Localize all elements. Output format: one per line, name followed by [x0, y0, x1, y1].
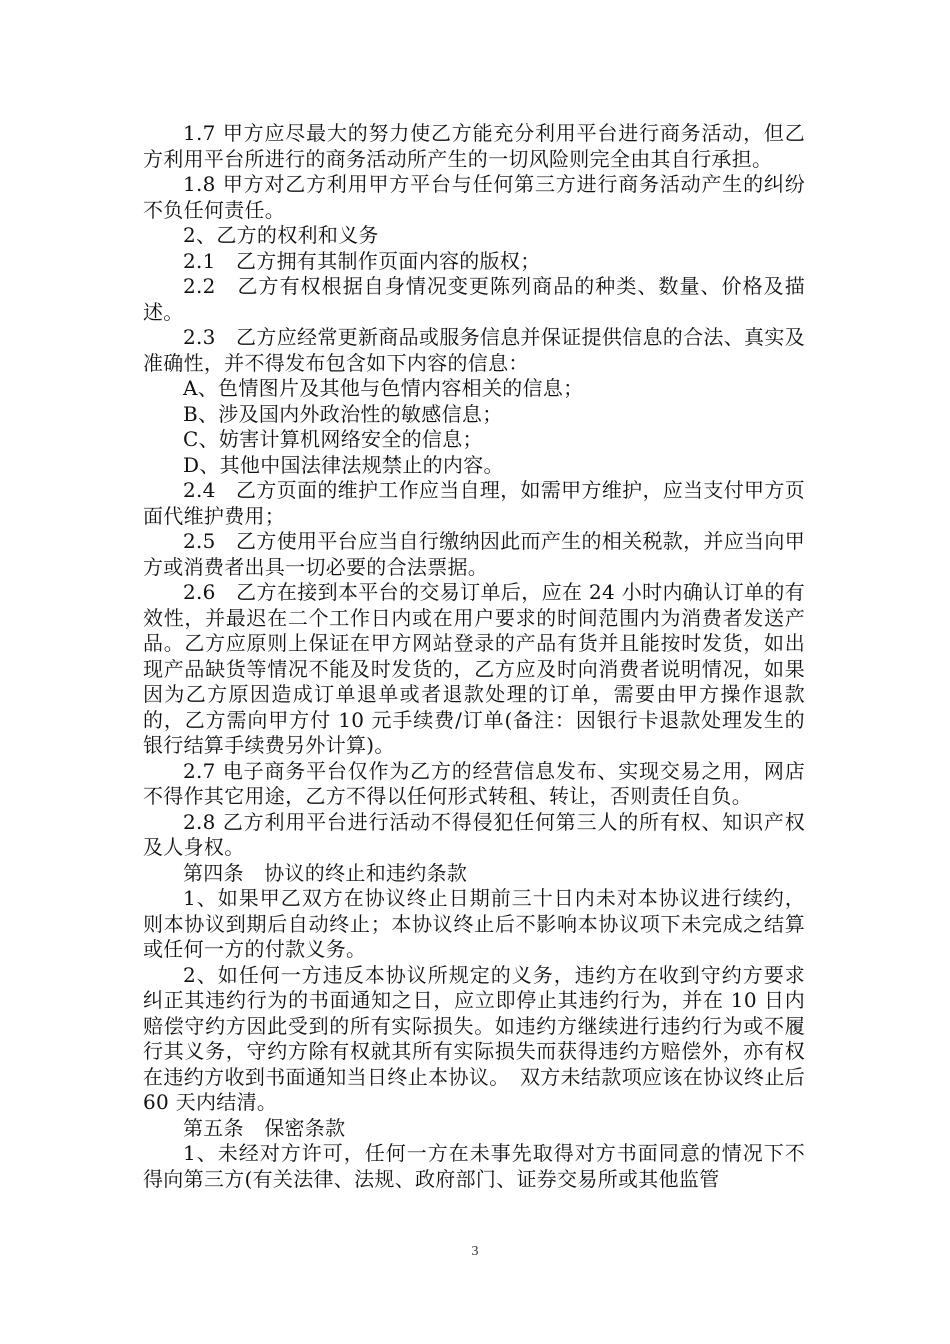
list-item-c: C、妨害计算机网络安全的信息； — [183, 427, 483, 451]
paragraph-1-8: 1.8 甲方对乙方利用甲方平台与任何第三方进行商务活动产生的纠纷不负任何责任。 — [143, 172, 805, 222]
heading-article-4: 第四条 协议的终止和违约条款 — [183, 860, 468, 885]
document-body — [143, 121, 805, 1192]
paragraph-2-8: 2.8 乙方利用平台进行活动不得侵犯任何第三人的所有权、知识产权及人身权。 — [143, 809, 805, 859]
paragraph-2-4: 2.4 乙方页面的维护工作应当自理，如需甲方维护，应当支付甲方页面代维护费用； — [143, 478, 805, 528]
list-item-a: A、色情图片及其他与色情内容相关的信息； — [183, 376, 584, 400]
list-item-d: D、其他中国法律法规禁止的内容。 — [183, 452, 504, 477]
heading-article-5: 第五条 保密条款 — [183, 1115, 346, 1140]
page-number: 3 — [471, 1244, 479, 1259]
paragraph-2-6: 2.6 乙方在接到本平台的交易订单后，应在 24 小时内确认订单的有效性，并最迟在二个工作日内或在用户要求的时间范围内为消费者发送产品。乙方应原则上保证在甲方网站登录的产品有货并且能按时发货，如出现产品缺货等情况不能及时发货的，乙方应及时向消费者说明情况，如果因为乙方原因造成订单退单或者退款处理的订单，需要由甲方操作退款的，乙方需向甲方付 10 元手续费/订单(备注：因银行卡退款处理发生的银行结算手续费另外计算)。 — [143, 580, 805, 757]
paragraph-4-1: 1、如果甲乙双方在协议终止日期前三十日内未对本协议进行续约，则本协议到期后自动终止；本协议终止后不影响本协议项下未完成之结算或任何一方的付款义务。 — [143, 886, 805, 961]
paragraph-5-1: 1、未经对方许可，任何一方在未事先取得对方书面同意的情况下不得向第三方(有关法律、法规、政府部门、证券交易所或其他监管 — [143, 1141, 805, 1191]
heading-party-b-rights: 2、乙方的权利和义务 — [183, 223, 379, 247]
paragraph-2-2: 2.2 乙方有权根据自身情况变更陈列商品的种类、数量、价格及描述。 — [143, 274, 805, 324]
paragraph-4-2: 2、如任何一方违反本协议所规定的义务，违约方在收到守约方要求纠正其违约行为的书面通知之日，应立即停止其违约行为，并在 10 日内赔偿守约方因此受到的所有实际损失。如违约方继续进行违约行为或不履行其义务，守约方除有权就其所有实际损失而获得违约方赔偿外，亦有权在违约方收到书面通知当日终止本协议。 双方未结款项应该在协议终止后 60 天内结清。 — [143, 962, 805, 1114]
paragraph-2-1: 2.1 乙方拥有其制作页面内容的版权； — [183, 248, 541, 273]
list-item-b: B、涉及国内外政治性的敏感信息； — [183, 401, 503, 426]
paragraph-2-3: 2.3 乙方应经常更新商品或服务信息并保证提供信息的合法、真实及准确性，并不得发布包含如下内容的信息： — [143, 325, 805, 375]
paragraph-2-7: 2.7 电子商务平台仅作为乙方的经营信息发布、实现交易之用，网店不得作其它用途，乙方不得以任何形式转租、转让，否则责任自负。 — [143, 758, 805, 808]
paragraph-2-5: 2.5 乙方使用平台应当自行缴纳因此而产生的相关税款，并应当向甲方或消费者出具一切必要的合法票据。 — [143, 529, 805, 579]
paragraph-1-7: 1.7 甲方应尽最大的努力使乙方能充分利用平台进行商务活动，但乙方利用平台所进行的商务活动所产生的一切风险则完全由其自行承担。 — [143, 121, 805, 171]
